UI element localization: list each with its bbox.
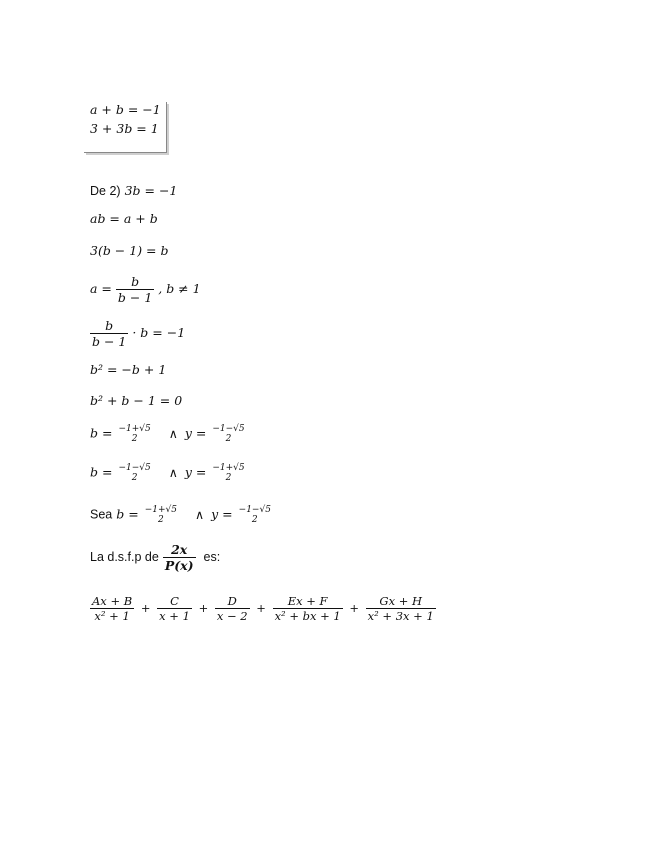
fraction-numerator: C	[157, 594, 192, 609]
small-fraction	[210, 463, 246, 483]
y-lhs: y =	[184, 464, 207, 480]
root-lhs: b =	[90, 464, 113, 480]
fraction-numerator: Ax + B	[92, 594, 133, 608]
b-squared-line: b² = −b + 1	[90, 362, 167, 377]
partial-fraction-term	[215, 594, 250, 623]
fraction-numerator: Gx + H	[366, 594, 436, 609]
fraction-denominator: 2	[131, 434, 138, 444]
and-symbol: ∧	[194, 506, 205, 522]
sea-prefix: Sea	[90, 507, 113, 522]
fraction-numerator: Ex + F	[273, 594, 343, 609]
fraction-numerator: −1+√5	[144, 505, 177, 515]
fraction-denominator: b − 1	[117, 290, 153, 305]
fraction-numerator: −1−√5	[118, 463, 151, 473]
partial-fraction-term	[157, 594, 192, 623]
system-line-1: a + b = −1	[90, 102, 161, 117]
y-lhs: y =	[184, 425, 207, 441]
plus-sign: +	[198, 600, 209, 615]
plus-sign: +	[256, 600, 266, 615]
fraction-denominator: b − 1	[92, 334, 127, 349]
quadratic-line: b² + b − 1 = 0	[90, 393, 183, 408]
de2-line	[90, 182, 177, 200]
sea-line	[90, 505, 273, 525]
partial-fraction-term	[273, 594, 343, 623]
product-rhs: · b = −1	[132, 325, 186, 340]
fraction-denominator: 2	[157, 515, 164, 525]
fraction-denominator: x² + bx + 1	[274, 609, 341, 623]
fraction	[116, 274, 154, 305]
fraction-numerator: 2x	[163, 542, 196, 558]
fraction-denominator: 2	[131, 473, 138, 483]
and-symbol: ∧	[168, 425, 178, 441]
and-symbol: ∧	[168, 464, 178, 480]
small-fraction	[210, 424, 246, 444]
fraction-denominator: x² + 3x + 1	[367, 609, 434, 623]
fraction-denominator: 2	[251, 515, 258, 525]
partial-fraction-term	[366, 594, 436, 623]
de2-expr: 3b = −1	[124, 183, 178, 198]
fraction-denominator: P(x)	[164, 558, 194, 573]
y-lhs: y =	[211, 506, 233, 522]
root-lhs: b =	[90, 425, 113, 441]
fraction-numerator: −1+√5	[212, 463, 245, 473]
de2-prefix: De 2)	[90, 184, 121, 198]
system-line-2: 3 + 3b = 1	[90, 121, 159, 136]
dsfp-prefix: La d.s.f.p de	[90, 550, 159, 565]
fraction-denominator: x + 1	[159, 609, 190, 623]
fraction-numerator: −1−√5	[212, 424, 245, 434]
fraction-numerator: −1−√5	[238, 505, 271, 515]
roots-line-2	[90, 463, 247, 483]
dsfp-suffix: es:	[203, 550, 221, 565]
fraction-numerator: b	[116, 274, 154, 290]
small-fraction	[237, 505, 273, 525]
plus-sign: +	[349, 600, 360, 615]
partial-fraction-term	[90, 594, 134, 623]
product-line	[90, 318, 185, 349]
dsfp-line	[90, 542, 220, 573]
fraction-denominator: x − 2	[216, 609, 248, 623]
frac-condition: , b ≠ 1	[158, 281, 201, 296]
small-fraction	[116, 424, 152, 444]
fraction	[163, 542, 196, 573]
b1-line: 3(b − 1) = b	[90, 243, 169, 258]
fraction-numerator: −1+√5	[118, 424, 151, 434]
fraction-denominator: x² + 1	[94, 609, 130, 623]
roots-line-1	[90, 424, 247, 444]
fraction	[90, 318, 128, 349]
fraction-denominator: 2	[225, 473, 232, 483]
small-fraction	[143, 505, 179, 525]
fraction-numerator: b	[90, 318, 128, 334]
plus-sign: +	[140, 600, 151, 615]
ab-line: ab = a + b	[90, 211, 158, 226]
fraction-numerator: D	[215, 594, 250, 609]
sea-lhs: b =	[116, 506, 139, 522]
frac-line	[90, 274, 201, 305]
partial-fraction-decomposition	[90, 594, 436, 623]
frac-lhs: a =	[90, 281, 112, 296]
equation-system-box	[84, 102, 167, 153]
fraction-denominator: 2	[225, 434, 232, 444]
small-fraction	[116, 463, 152, 483]
